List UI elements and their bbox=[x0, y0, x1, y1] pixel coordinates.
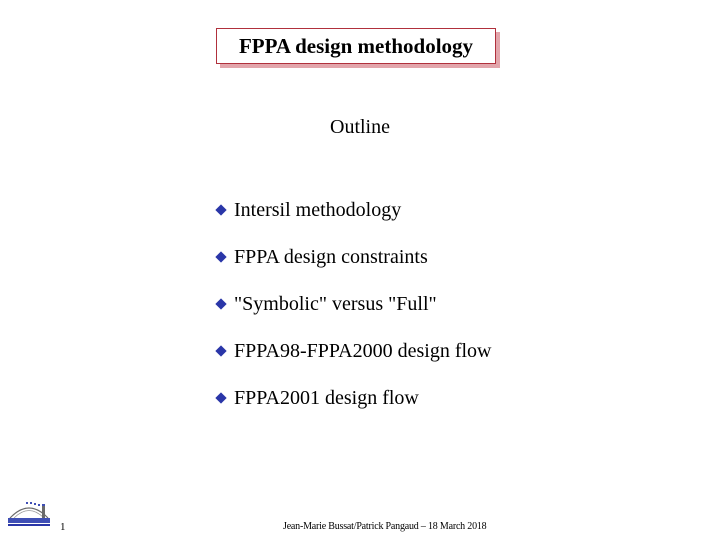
outline-list bbox=[216, 196, 492, 431]
logo-graphic bbox=[6, 496, 52, 530]
slide-title-frame bbox=[216, 28, 500, 68]
institution-logo-icon bbox=[6, 496, 52, 530]
outline-heading-row bbox=[0, 116, 720, 139]
diamond-bullet-icon bbox=[215, 298, 226, 309]
outline-heading: Outline bbox=[330, 116, 390, 138]
outline-item bbox=[216, 337, 492, 365]
slide-footer: Jean-Marie Bussat/Patrick Pangaud – 18 March 2018 bbox=[283, 521, 487, 532]
outline-item-label: FPPA2001 design flow bbox=[234, 386, 419, 409]
outline-item bbox=[216, 384, 492, 412]
diamond-bullet-icon bbox=[215, 204, 226, 215]
outline-item bbox=[216, 196, 492, 224]
outline-item bbox=[216, 243, 492, 271]
title-box bbox=[216, 28, 496, 64]
page-number: 1 bbox=[60, 521, 66, 533]
diamond-bullet-icon bbox=[215, 251, 226, 262]
outline-item-label: Intersil methodology bbox=[234, 198, 402, 221]
outline-item-label: FPPA design constraints bbox=[234, 245, 428, 268]
diamond-bullet-icon bbox=[215, 392, 226, 403]
outline-item bbox=[216, 290, 492, 318]
diamond-bullet-icon bbox=[215, 345, 226, 356]
outline-item-label: "Symbolic" versus "Full" bbox=[234, 292, 437, 315]
slide-title: FPPA design methodology bbox=[238, 33, 474, 58]
outline-item-label: FPPA98-FPPA2000 design flow bbox=[234, 339, 492, 362]
